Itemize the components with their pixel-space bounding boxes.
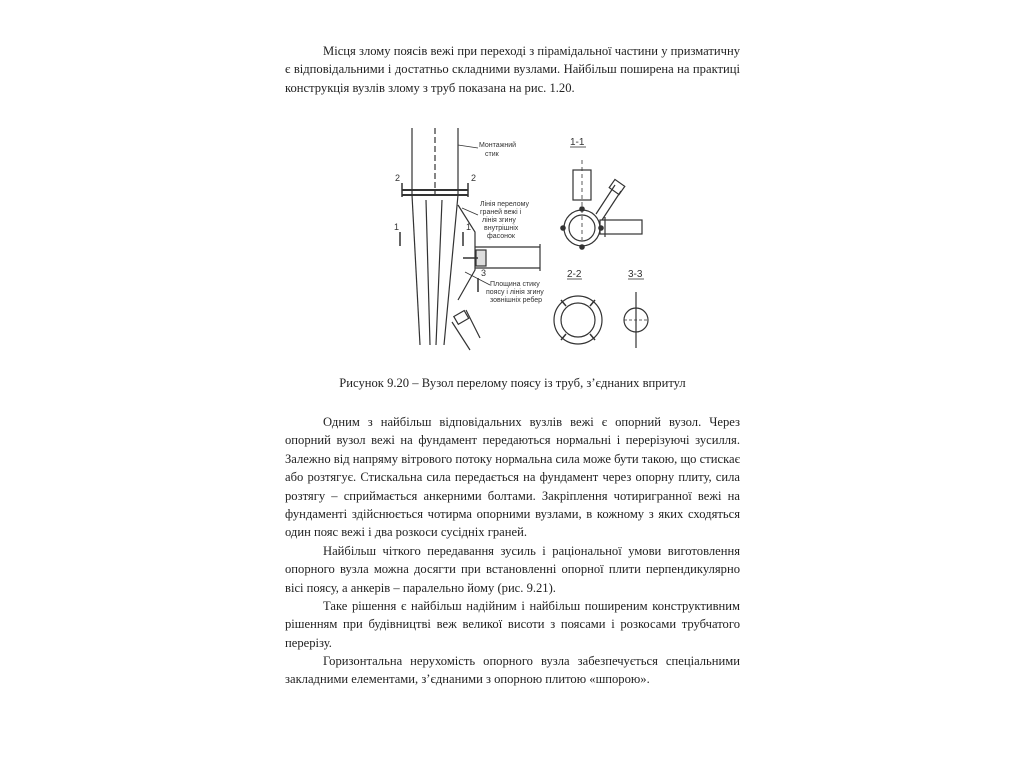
figure-caption: Рисунок 9.20 – Вузол перелому поясу із труб, з’єднаних впритул [339,376,686,390]
lower-tube-left-edge [412,195,420,345]
brace-edge-2 [466,310,480,338]
label-mark-1-left: 1 [394,222,400,232]
section-1-1-brace-b [602,191,621,220]
section-2-2-tube-inner [561,303,595,337]
gusset-plate [458,205,475,300]
section-title-3-3: 3-3 [628,269,643,280]
label-bend-line-3: лінія згину [482,217,516,224]
label-plane-3: зовнішніх ребер [490,297,543,304]
section-1-1-rib-w [561,226,565,230]
lower-tube-right-edge [444,195,458,345]
leader-bend [462,208,478,215]
paragraph-precise-transfer: Найбільш чіткого передавання зусиль і раціональної умови виготовлення опорного вузла можна досягти при встановленні опорної плити перпендикулярно вісі поясу, а анкерів – паралельно йому (рис. 9.21). [285,544,740,595]
lower-tube-rib-1 [426,200,430,345]
label-plane-2: поясу і лінія згину [486,289,544,296]
section-1-1-rib-n [580,207,584,211]
label-mark-1-right: 1 [466,222,472,232]
label-plane-1: Площина стику [490,281,540,288]
label-bend-line-2: граней вежі і [480,209,522,216]
section-1-1-brace-clamp [609,179,625,194]
section-title-2-2: 2-2 [567,269,582,280]
label-mark-2-left: 2 [395,173,401,183]
paragraph-reliable-solution: Таке рішення є найбільш надійним і найбільш поширеним конструктивним рішенням при будівництві веж великої висоти з поясами і розкосами трубчатого перерізу. [285,599,740,650]
label-bend-line-1: Лінія перелому [480,201,529,208]
brace-clamp [454,311,469,325]
lower-tube-rib-2 [436,200,442,345]
label-bend-line-5: фасонок [487,233,515,240]
section-1-1-right-stub [600,220,642,234]
label-mount-joint-2: стик [485,151,499,158]
label-mark-2-right: 2 [471,173,477,183]
paragraph-horizontal-fixity: Горизонтальна нерухомість опорного вузла забезпечується спеціальними закладними елементами, з’єднаними з опорною плитою «шпорою». [285,654,740,687]
label-mount-joint-1: Монтажний [479,142,517,149]
paragraph-intro: Місця злому поясів вежі при переході з пірамідальної частини у призматичну є відповідальними і достатньо складними вузлами. Найбільш поширена на практиці конструкція вузлів злому з труб показана на рис. 1.20. [285,44,740,95]
label-mark-3-right: 3 [481,268,487,278]
brace-edge-1 [452,322,470,350]
section-1-1-rib-s [580,245,584,249]
leader-mount [458,145,478,148]
section-1-1-rib-e [599,226,603,230]
label-bend-line-4: внутрішніх [484,225,519,232]
section-title-1-1: 1-1 [570,137,585,148]
paragraph-support-node: Одним з найбільш відповідальних вузлів вежі є опорний вузол. Через опорний вузол вежі на фундамент передаються нормальні і перерізуючі зусилля. Залежно від напряму вітрового потоку нормальна сила може бути такою, що стискає або розтягує. Стискальна сила передається на фундамент через опорну плиту, сила розтягу – сприймається анкерними болтами. Закріплення чотиригранної вежі на фундаменті здійснюється чотирма опорними вузлами, в кожному з яких сходяться один пояс вежі і два розкоси сусідніх граней. [285,415,740,540]
